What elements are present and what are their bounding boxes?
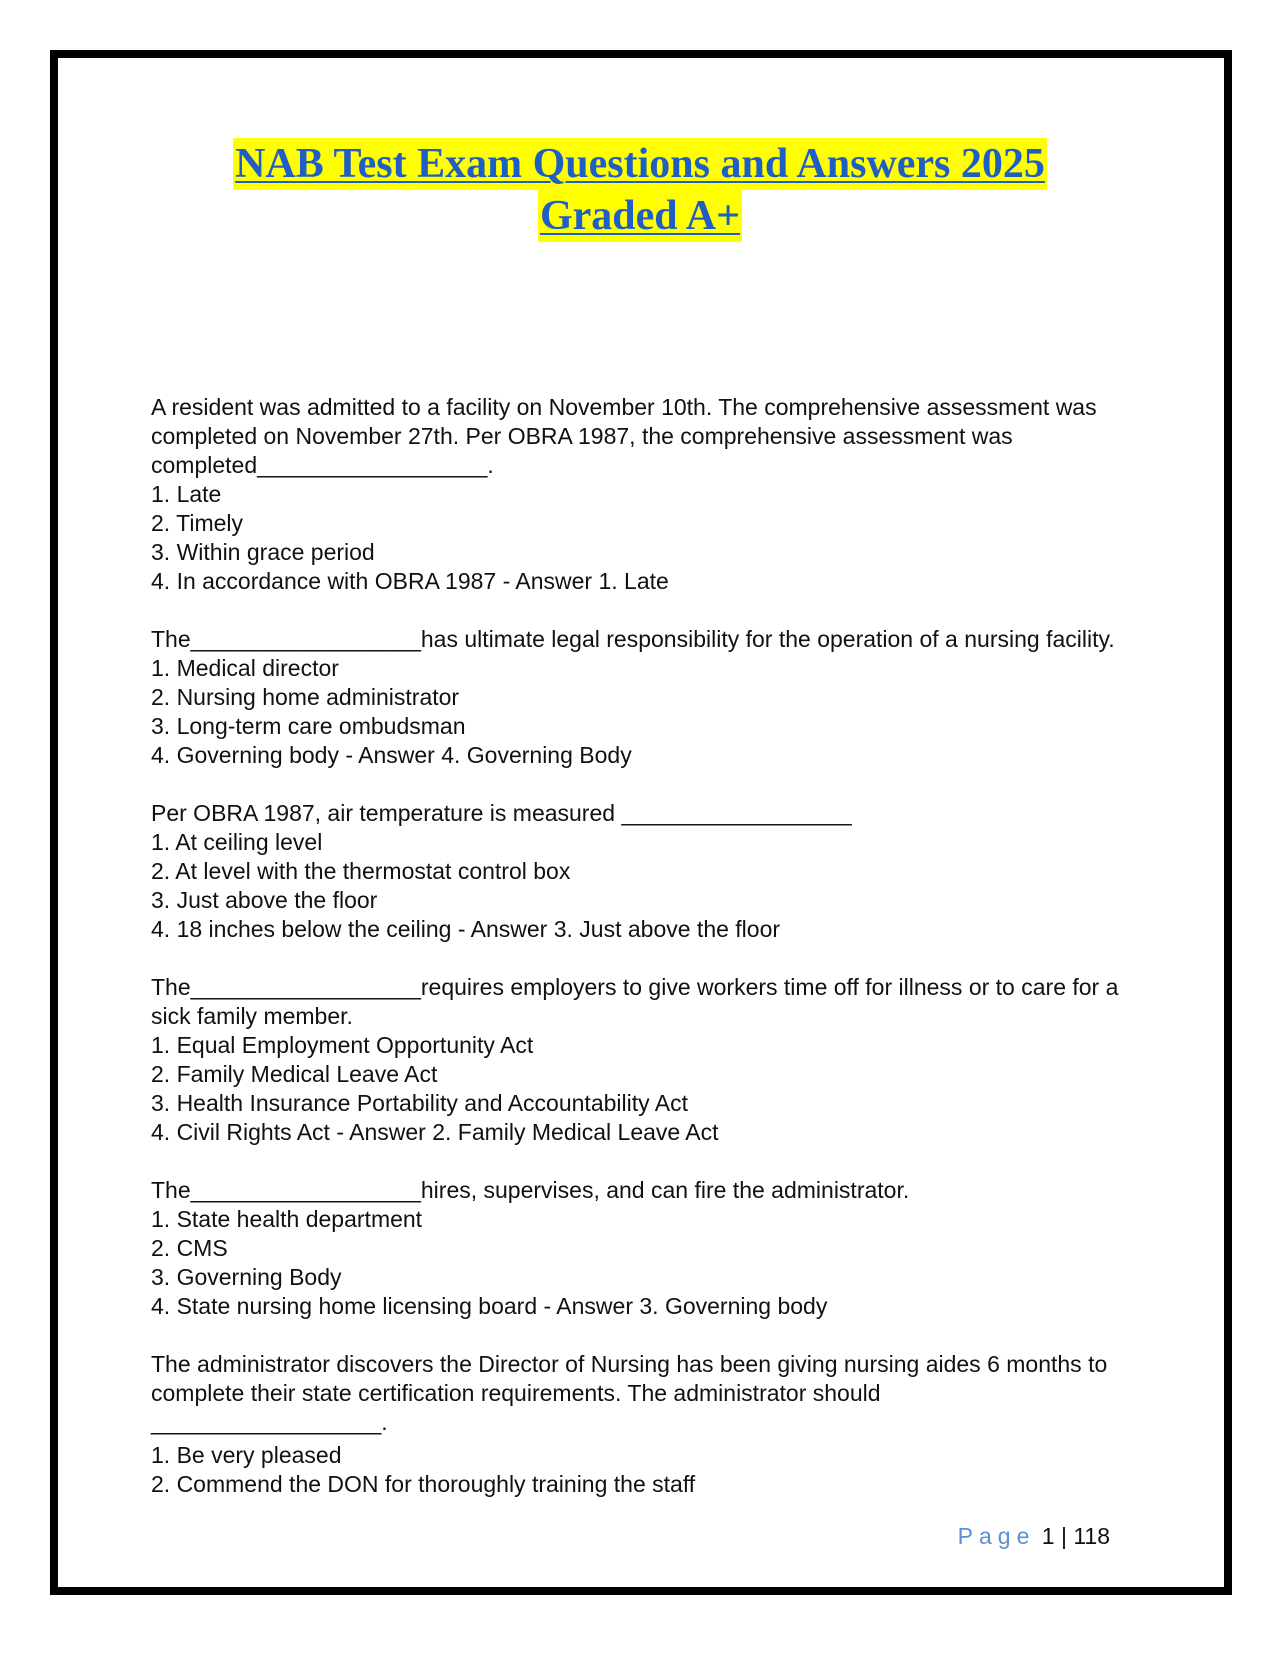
answer-option: 2. Nursing home administrator (151, 684, 460, 710)
question-2 (151, 625, 1131, 770)
document-title (0, 138, 1280, 242)
answer-option: 1. State health department (151, 1206, 423, 1232)
answer-option: 3. Governing Body (151, 1264, 342, 1290)
answer-option: 1. Equal Employment Opportunity Act (151, 1032, 534, 1058)
total-pages: 118 (1073, 1523, 1110, 1549)
question-text: The__________________requires employers to give workers time off for illness or to care for a sick family member. (151, 974, 1119, 1029)
answer-option: 2. Family Medical Leave Act (151, 1061, 438, 1087)
answer-option: 4. Governing body - Answer 4. Governing Body (151, 742, 632, 768)
question-5 (151, 1176, 1131, 1321)
questions-list (151, 393, 1131, 1528)
answer-option: 1. Medical director (151, 655, 339, 681)
title-line-1: NAB Test Exam Questions and Answers 2025 (233, 138, 1047, 190)
question-text: The__________________has ultimate legal responsibility for the operation of a nursing facility. (151, 626, 1115, 652)
question-text: The administrator discovers the Director of Nursing has been giving nursing aides 6 months to complete their state certification requirements. The administrator should (151, 1351, 1108, 1406)
page-footer (958, 1523, 1110, 1550)
answer-option: 2. Commend the DON for thoroughly training the staff (151, 1471, 696, 1497)
question-6 (151, 1350, 1131, 1499)
answer-option: 4. 18 inches below the ceiling - Answer 3. Just above the floor (151, 916, 781, 942)
question-3 (151, 799, 1131, 944)
question-1 (151, 393, 1131, 596)
answer-option: 4. In accordance with OBRA 1987 - Answer 1. Late (151, 568, 669, 594)
question-4 (151, 973, 1131, 1147)
question-text: The__________________hires, supervises, and can fire the administrator. (151, 1177, 910, 1203)
answer-option: 3. Just above the floor (151, 887, 378, 913)
page-number: 1 (1041, 1523, 1055, 1549)
page-separator: | (1060, 1523, 1067, 1549)
answer-option: 1. Late (151, 481, 222, 507)
answer-option: 3. Within grace period (151, 539, 375, 565)
answer-option: 2. Timely (151, 510, 244, 536)
answer-option: 2. CMS (151, 1235, 228, 1261)
answer-option: 4. Civil Rights Act - Answer 2. Family Medical Leave Act (151, 1119, 719, 1145)
answer-option: 4. State nursing home licensing board - Answer 3. Governing body (151, 1293, 828, 1319)
question-text: Per OBRA 1987, air temperature is measured __________________ (151, 800, 852, 826)
answer-option: 3. Health Insurance Portability and Accountability Act (151, 1090, 688, 1116)
page-label: Page (957, 1523, 1036, 1549)
answer-option: 1. Be very pleased (151, 1442, 342, 1468)
title-line-2: Graded A+ (538, 190, 742, 242)
question-blank-line: __________________. (151, 1409, 388, 1435)
answer-option: 2. At level with the thermostat control box (151, 858, 571, 884)
answer-option: 3. Long-term care ombudsman (151, 713, 466, 739)
question-text: A resident was admitted to a facility on November 10th. The comprehensive assessment was completed on November 27th. Per OBRA 1987, the comprehensive assessment was completed__________________. (151, 394, 1097, 478)
answer-option: 1. At ceiling level (151, 829, 323, 855)
